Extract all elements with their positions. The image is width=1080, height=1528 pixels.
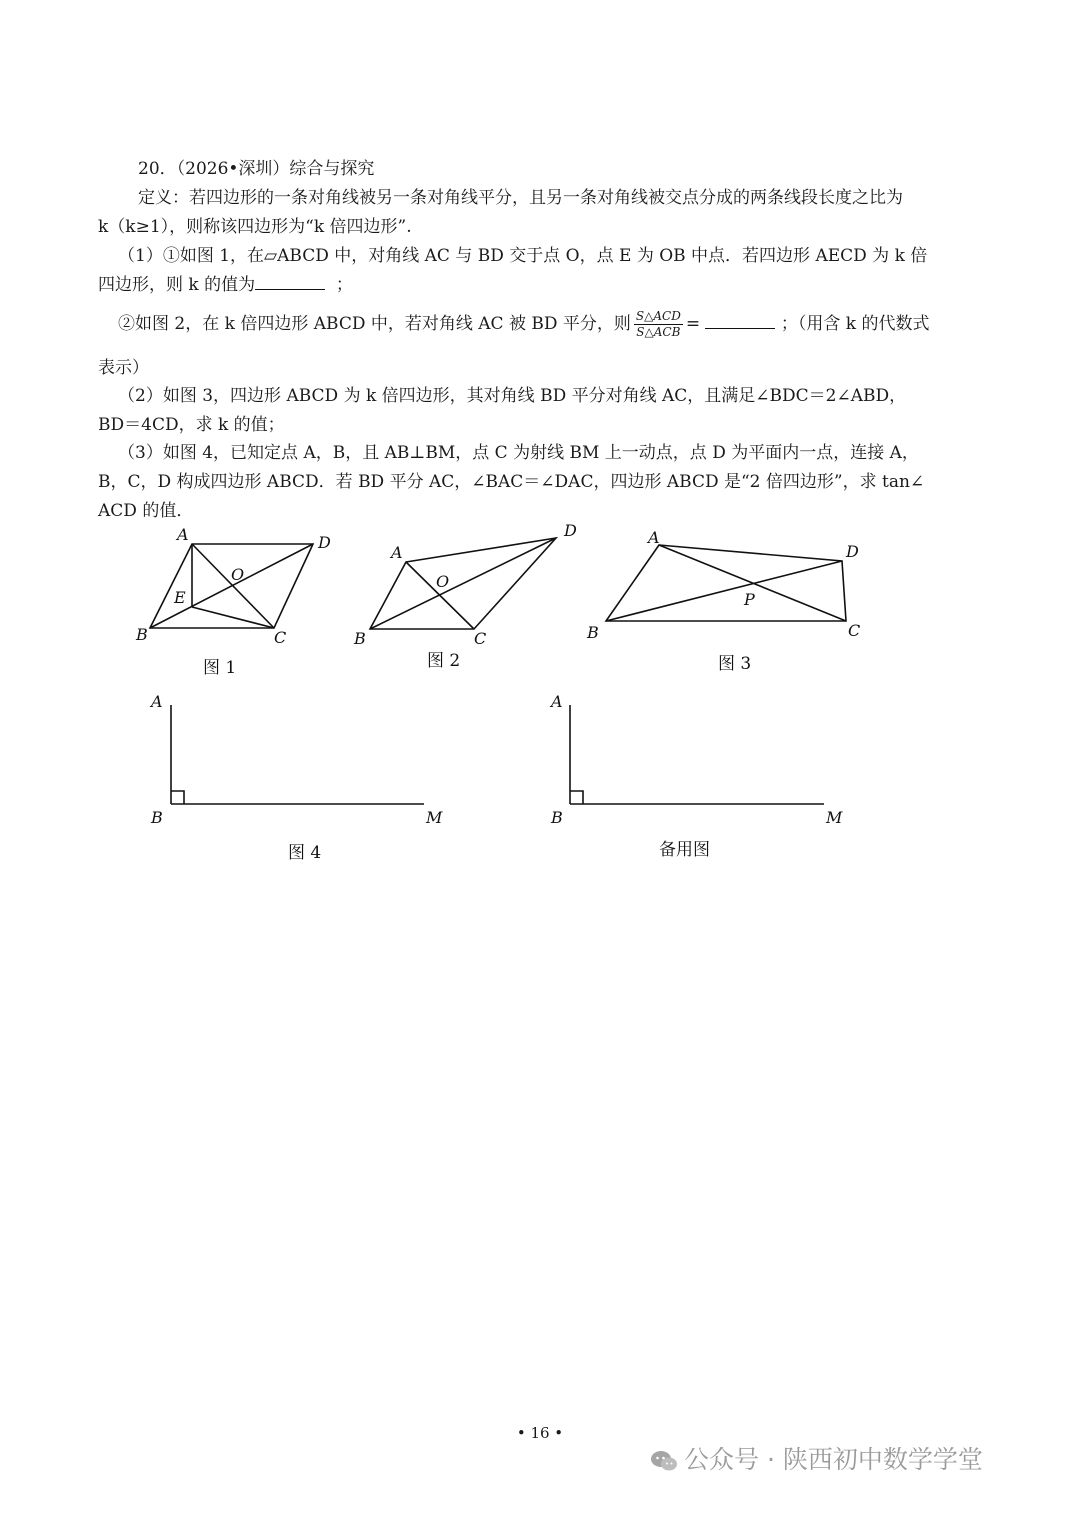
wechat-icon: [650, 1450, 678, 1472]
fig1-label-c: C: [274, 628, 287, 647]
watermark: [650, 1440, 983, 1476]
figure-1: [150, 544, 313, 628]
part3-line-3: ACD 的值．: [98, 501, 194, 521]
part2-line-2: BD＝4CD，求 k 的值；: [98, 415, 285, 435]
fig3-label-c: C: [848, 621, 861, 640]
watermark-text: 公众号 · 陕西初中数学学堂: [684, 1445, 983, 1474]
part1b-text-end: ；（用含 k 的代数式: [780, 314, 930, 334]
figure-4: [171, 705, 424, 804]
fig2-label-c: C: [474, 629, 487, 648]
fig4-right-angle-mark: [171, 791, 184, 804]
backup-label-m: M: [826, 808, 843, 827]
fig4-caption: 图 4: [288, 843, 322, 863]
fig1-label-e: E: [174, 588, 186, 607]
fig1-caption: 图 1: [203, 658, 237, 678]
figure-3: [606, 545, 846, 621]
fraction-denominator: S△ACB: [636, 325, 681, 339]
part1-line-2-end: ；: [335, 275, 353, 295]
fig1-diagonal-bd: [150, 544, 313, 628]
fig2-label-a: A: [391, 543, 403, 562]
part1b-text: ②如图 2，在 k 倍四边形 ABCD 中，若对角线 AC 被 BD 平分，则: [118, 314, 631, 334]
part3-line-1: （3）如图 4，已知定点 A，B，且 AB⊥BM，点 C 为射线 BM 上一动点，点 D 为平面内一点，连接 A，: [118, 443, 919, 463]
fig3-label-d: D: [846, 542, 859, 561]
page-number: • 16 •: [516, 1424, 564, 1442]
fig2-label-b: B: [354, 629, 366, 648]
fig3-label-p: P: [744, 590, 755, 609]
fig1-segment-ec: [192, 607, 274, 628]
fig2-label-d: D: [564, 521, 577, 540]
equals-sign: =: [685, 314, 701, 334]
part3-line-2: B，C，D 构成四边形 ABCD．若 BD 平分 AC，∠BAC＝∠DAC，四边形 ABCD 是“2 倍四边形”，求 tan∠: [98, 472, 925, 492]
part1b-line-2: 表示）: [98, 358, 149, 378]
backup-right-angle-mark: [570, 791, 583, 804]
fig4-label-m: M: [426, 808, 443, 827]
part2-line-1: （2）如图 3，四边形 ABCD 为 k 倍四边形，其对角线 BD 平分对角线 AC，且满足∠BDC＝2∠ABD，: [118, 386, 907, 406]
part1-line-2-text: 四边形，则 k 的值为: [98, 275, 256, 295]
fig4-label-a: A: [151, 692, 163, 711]
definition-line-2: k（k≥1），则称该四边形为“k 倍四边形”.: [98, 217, 412, 237]
fig4-label-b: B: [151, 808, 163, 827]
fraction-numerator: S△ACD: [635, 309, 681, 323]
fig3-label-a: A: [648, 528, 660, 547]
definition-line-1: 定义：若四边形的一条对角线被另一条对角线平分，且另一条对角线被交点分成的两条线段长度之比为: [138, 188, 903, 208]
fig3-label-b: B: [587, 623, 599, 642]
fig1-label-a: A: [177, 525, 189, 544]
fig1-label-b: B: [136, 625, 148, 644]
fig2-label-o: O: [436, 572, 450, 591]
fig3-caption: 图 3: [718, 654, 752, 674]
backup-label-a: A: [551, 692, 563, 711]
fig3-quadrilateral: [606, 545, 846, 621]
fig2-caption: 图 2: [427, 651, 461, 671]
backup-label-b: B: [551, 808, 563, 827]
part1-line-1: （1）①如图 1，在▱ABCD 中，对角线 AC 与 BD 交于点 O，点 E 为 OB 中点．若四边形 AECD 为 k 倍: [118, 246, 928, 266]
fig1-label-d: D: [318, 533, 331, 552]
problem-heading: 20．（2026•深圳）综合与探究: [138, 159, 375, 179]
backup-caption: 备用图: [659, 840, 710, 860]
fig1-label-o: O: [231, 565, 245, 584]
figure-backup: [570, 705, 824, 804]
